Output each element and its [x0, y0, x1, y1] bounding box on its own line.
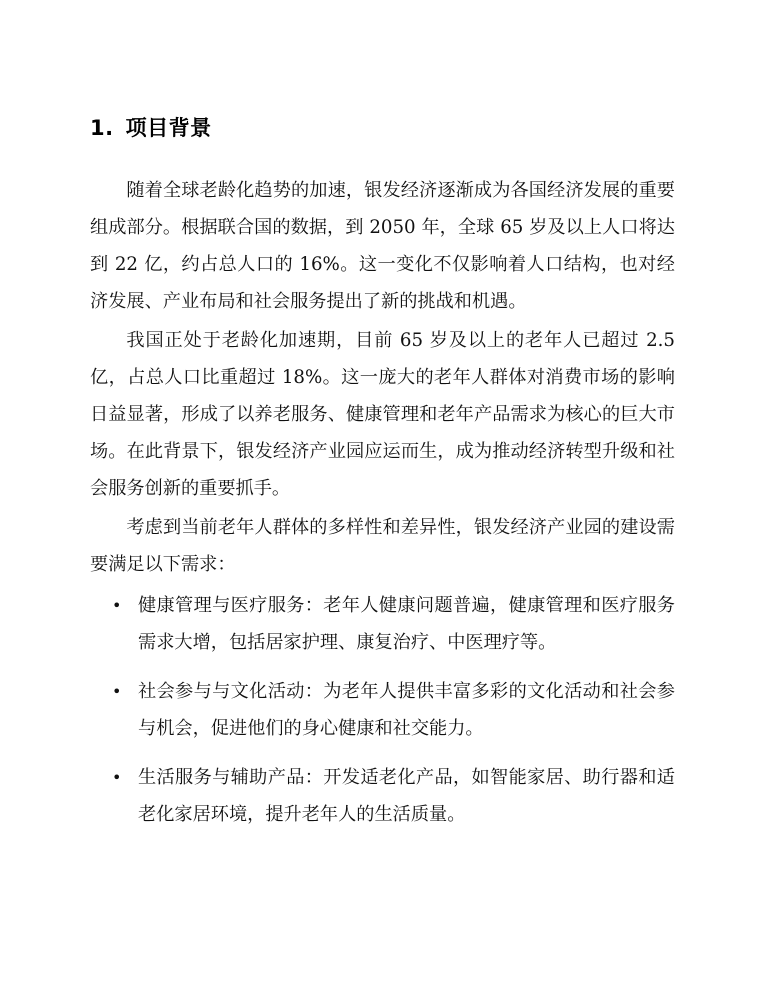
section-body: [90, 172, 675, 845]
section-title: 项目背景: [125, 116, 212, 140]
bullet-icon: •: [112, 596, 122, 615]
list-item-text: 健康管理与医疗服务：老年人健康问题普遍，健康管理和医疗服务需求大增，包括居家护理、康复治疗、中医理疗等。: [138, 595, 675, 653]
bullet-icon: •: [112, 768, 122, 787]
list-item-text: 生活服务与辅助产品：开发适老化产品，如智能家居、助行器和适老化家居环境，提升老年人的生活质量。: [138, 767, 675, 825]
paragraph-requirements-intro: 考虑到当前老年人群体的多样性和差异性，银发经济产业园的建设需要满足以下需求：: [90, 517, 675, 575]
section-number: 1.: [90, 116, 114, 140]
requirements-list: [90, 587, 675, 833]
paragraph-china-aging: 我国正处于老龄化加速期，目前 65 岁及以上的老年人已超过 2.5 亿，占总人口比重超过 18%。这一庞大的老年人群体对消费市场的影响日益显著，形成了以养老服务、健康管理和老年产品需求为核心的巨大市场。在此背景下，银发经济产业园应运而生，成为推动经济转型升级和社会服务创新的重要抓手。: [90, 330, 675, 499]
list-item-text: 社会参与与文化活动：为老年人提供丰富多彩的文化活动和社会参与机会，促进他们的身心健康和社交能力。: [138, 681, 675, 739]
list-item: [90, 587, 675, 661]
list-item: [90, 759, 675, 833]
bullet-icon: •: [112, 682, 122, 701]
list-item: [90, 673, 675, 747]
paragraph-global-aging: 随着全球老龄化趋势的加速，银发经济逐渐成为各国经济发展的重要组成部分。根据联合国的数据，到 2050 年，全球 65 岁及以上人口将达到 22 亿，约占总人口的 16%。这一变化不仅影响着人口结构，也对经济发展、产业布局和社会服务提出了新的挑战和机遇。: [90, 180, 675, 312]
section-heading: [90, 112, 212, 142]
